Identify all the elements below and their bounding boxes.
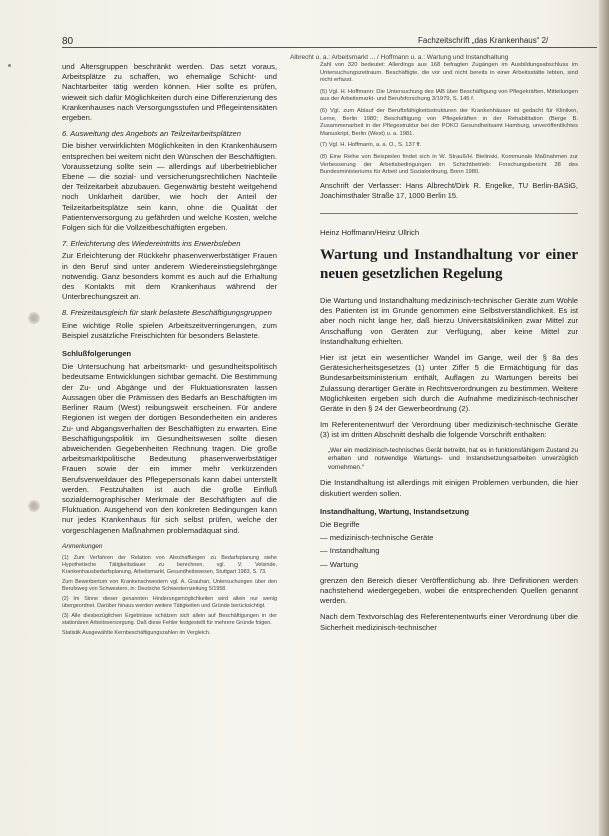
footnote: Zum Bewerbertum von Krankenschwestern vgl. A. Grauhan, Untersuchungen über den Berufsweg von Schwestern, in: Deutsche Schwesternzeitung 5/1958. [62, 578, 277, 592]
section-7-title: 7. Erleichterung des Wiedereintritts ins Erwerbsleben [62, 239, 241, 249]
footnote: (3) Alle diesbezüglichen Ergebnisse schätzen sich allein auf Beschäftigungen in der stationären Arbeitsversorgung. Daß diese Fehler festgestellt für mehrere Gründe folgen. [62, 612, 277, 626]
footnote: Zahl von 320 bedeutet: Allerdings aus 168 befragten Zugängen im Ausbildungsabschluss im Untersuchungszeitraum. Beschäftigte, die vor und nicht bereits in einer Arbeitsstätte lebten, sind nicht erfasst. [320, 62, 578, 84]
article-divider [320, 213, 578, 214]
running-head: Fachzeitschrift „das Krankenhaus“ 2/ [418, 36, 549, 45]
footnotes-left [62, 555, 277, 637]
footnotes-right [320, 62, 578, 177]
left-column [62, 62, 277, 640]
article-paragraph: Die Wartung und Instandhaltung medizinisch-technischer Geräte zum Wohle des Patienten ist im Grunde genommen eine Selbstverständlichkeit. Es ist aber noch nicht lange her, daß hierzu Universitätskliniken zwar Mittel zur Anschaffung von Geräten zur Verfügung, aber keine Mittel zur Instandhaltung erhielten. [320, 295, 578, 346]
article-paragraph: Im Referentenentwurf der Verordnung über medizinisch-technische Geräte (3) ist im dritten Abschnitt deshalb die folgende Vorschrift enthalten: [320, 420, 578, 440]
section-6-text: Die bisher verwirklichten Möglichkeiten in den Krankenhäusern entsprechen bei weitem nicht den Wünschen der Beschäftigten. Voraussetzung sollte sein — allerdings auf überbetrieblicher Ebene — die sozial- und versicherungsrechtlichen Nachteile der Teilzeitarbeit abzubauen. Gegenwärtig besteht weitgehend noch Unklarheit darüber, wie hoch der Anteil der Teilzeitarbeitsplätze sein kann, ohne die Qualität der Patientenversorgung zu gefährden und welche Kosten, welche Folgen sich für die Vollzeitbeschäftigten ergeben. [62, 141, 277, 233]
notes-label: Anmerkungen [62, 542, 103, 550]
regulation-quote: „Wer ein medizinisch-technisches Gerät betreibt, hat es in funktionsfähigem Zustand zu erhalten und notwendige Wartungs- und Instandsetzungsarbeiten unverzüglich vornehmen.“ [328, 446, 578, 471]
footnote: (8) Eine Reihe von Beispielen findet sich in W. Strauß/H. Bielinski, Kommunale Maßnahmen zur Verbesserung der Arbeitsbedingungen im Schichtbetrieb: Forschungsbericht 38 des Bundesministeriums für Arbeit und Sozialordnung, Bonn 1980. [320, 153, 578, 176]
footnote: (7) Vgl. H. Hoffmann, a. a. O., S. 137 ff. [320, 142, 422, 149]
article-subhead: Albrecht u. a.: Arbeitsmarkt ... / Hoffmann u. a.: Wartung und Instandhaltung [290, 54, 509, 61]
section-8-title: 8. Freizeitausgleich für stark belastete Beschäftigungsgruppen [62, 308, 272, 318]
header-rule [62, 47, 597, 48]
list-item: — medizinisch-technische Geräte [320, 533, 434, 543]
footnote: (2) Im Sinne dieser genannten Hinderungsmöglichkeiten wird allein nur wenig übergeordnet. Darüber hinaus werden weitere Tätigkeiten und Gründe berücksichtigt. [62, 595, 277, 609]
conclusions-title: Schlußfolgerungen [62, 349, 132, 359]
punch-hole-mark [28, 500, 40, 512]
page-edge-shadow [599, 0, 609, 836]
article-title: Wartung und Instandhaltung vor einer neuen gesetzlichen Regelung [320, 246, 578, 282]
scan-mark [8, 64, 11, 67]
terms-title: Die Begriffe [320, 519, 360, 529]
footnote: (1) Zum Verfahren der Relation von Abschaffungen zu Bedarfsplanung siehe Hypothetische Tätigkeitsdauer zu berechnen, vgl. V. Velsinde, Krankenhausbedarfsplanung, Arbeitsmarkt, Gesundheitswesen, Stuttgart 1983, S. 73. [62, 554, 277, 575]
intro-paragraph: und Altersgruppen beschränkt werden. Das setzt voraus, Arbeitsplätze zu schaffen, wo ehemalige Schicht- und Nachtarbeiter tätig werden können. Hier sollte es prüfen, wieweit sich dafür Möglichkeiten durch eine Differenzierung des Krankenhauses nach Versorgungsstufen und Pflegeintensitäten ergeben. [62, 62, 277, 123]
conclusions-text: Die Untersuchung hat arbeitsmarkt- und gesundheitspolitisch bedeutsame Entwicklungen sichtbar gemacht. Die Bestimmung der Zu- und Abgänge und der Fluktuationsraten lassen Aussagen über die Prämissen des Bedarfs an Beschäftigten im Berliner Raum (West) reibungsweit erscheinen. Für andere Regionen ist wegen der dortigen Besonderheiten ein anderes Zu- und Abgangsverhalten der Beschäftigten zu erwarten. Eine Beschäftigungspolitik im Gesundheitswesen sollte diesen abweichenden Gegebenheiten Rechnung tragen. Die große arbeitsmarktpolitische Bedeutung phasenverwerbstätiger Frauen sowie der ein immer mehr verkürzenden Berufsverweildauer des Pflegepersonals kann dabei unterstellt werden. Festzuhalten ist auch die große Einfluß sozialdemographischer Merkmale der Beschäftigten auf die Fluktuation. Ausgehend von den konkreten Bedingungen kann nur jedes Krankenhaus für sich selbst prüfen, welche der vorgeschlagenen Maßnahmen problemadäquat sind. [62, 362, 277, 535]
section-6-title: 6. Ausweitung des Angebots an Teilzeitarbeitsplätzen [62, 129, 241, 139]
list-item: — Wartung [320, 559, 359, 569]
author-address: Anschrift der Verfasser: Hans Albrecht/Dirk R. Engelke, TU Berlin-BASiG, Joachimsthaler Straße 17, 1000 Berlin 15. [320, 180, 578, 200]
section-title: Instandhaltung, Wartung, Instandsetzung [320, 506, 470, 516]
footnote: (5) Vgl. H. Hoffmann: Die Untersuchung des IAB über Beschäftigung von Pflegekräften, Mitteilungen aus der Arbeitsmarkt- und Berufsforschung 3/1979, S. 145 f. [320, 88, 578, 103]
article-authors: Heinz Hoffmann/Heinz Ullrich [320, 227, 420, 237]
article-paragraph: Nach dem Textvorschlag des Referentenentwurfs einer Verordnung über die Sicherheit medizinisch-technischer [320, 612, 578, 632]
punch-hole-mark [28, 312, 40, 324]
article-paragraph: Die Instandhaltung ist allerdings mit einigen Problemen verbunden, die hier diskutiert werden sollen. [320, 478, 578, 498]
footnote: Statistik Ausgewählte Kernbeschäftigungszahlen im Vergleich. [62, 629, 211, 636]
section-8-text: Eine wichtige Rolle spielen Arbeitszeitverringerungen, zum Beispiel zusätzliche Freischichten für besonders Belastete. [62, 320, 277, 340]
footnote: (6) Vgl. zum Ablauf der Beruftsfähigkeitsstrukturen der Krankenhäuser ist gedacht für Kliniken, Lerne, Berlin 1980; Beschäftigung von Pflegekräften in der Rehabilitation (Berge B. Zusammenarbeit in der Pflegestruktur bei der POKO Gesundheitsamt Hamburg, unveröffentlichtes Manuskript, Berlin (West) u. a. 1981. [320, 107, 578, 137]
article-paragraph: Hier ist jetzt ein wesentlicher Wandel im Gange, weil der § 8a des Gerätesicherheitsgesetzes (1) unter Ziffer 5 die Ermächtigung für das Bundesarbeitsministerium enthält, Auflagen zu Wartungen bereits bei Zulassung derartiger Geräte in Rechtsverordnungen zu bestimmen. Weitere Möglichkeiten ergeben sich durch die Aufnahme medizinisch-technischer Geräte in den § 24 der Gewerbeordnung (2). [320, 352, 578, 413]
right-column [320, 62, 578, 639]
section-7-text: Zur Erleichterung der Rückkehr phasenverwerbstätiger Frauen in den Beruf sind unter anderem Wiedereinstiegslehrgänge notwendig. Ganz besonders kommt es auch auf die Erhaltung des Kontakts mit dem Krankenhaus während der Unterbrechungszeit an. [62, 251, 277, 302]
page-number: 80 [62, 36, 74, 47]
article-paragraph: grenzen den Bereich dieser Veröffentlichung ab. Ihre Definitionen werden nachstehend wiedergegeben, wobei die entsprechenden Quellen genannt werden. [320, 575, 578, 606]
list-item: — Instandhaltung [320, 546, 380, 556]
terms-list [320, 533, 578, 570]
